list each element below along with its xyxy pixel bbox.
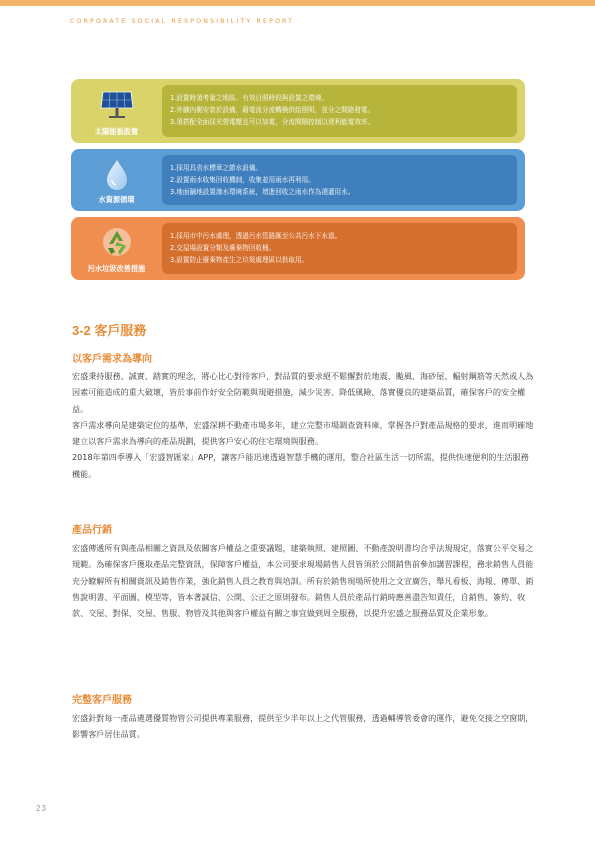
card-item: 2.交屋場設置分類及廢棄物回收桶。 xyxy=(170,244,276,252)
recycle-icon xyxy=(99,224,135,260)
water-drop-icon xyxy=(99,156,135,192)
paragraph: 宏盛秉持服務、誠實、踏實的理念，將心比心對待客戶，對品質的要求絕不鬆懈對於地震、颱風、海砂屋、輻射鋼筋等天然或人為因素可能造成的重大破壞，皆於事前作好安全防範與規避措施，減少災害、降低風險，落實優良的建築品質，確保客戶的安全權益。 xyxy=(72,371,534,414)
solar-card-panel xyxy=(162,85,517,137)
card-item: 1.設置時須考量之地區、有效日照時段與設置之環境。 xyxy=(170,94,328,102)
solar-card-label: 太陽能板設置 xyxy=(94,127,139,136)
card-item: 2.外牆內側安裝於設備，藉電流分流轉換供給照明，並分之間路發電。 xyxy=(170,106,375,114)
customer-service-body xyxy=(72,710,534,743)
waste-card xyxy=(71,217,525,280)
waste-card-label: 污水垃圾改善措施 xyxy=(87,264,146,273)
subheading-customer-needs: 以客戶需求為導向 xyxy=(72,354,152,365)
product-marketing-body xyxy=(72,540,534,621)
section-title: 3-2 客戶服務 xyxy=(72,323,147,338)
paragraph: 客戶需求導向是建築定位的基準，宏盛深耕不動產市場多年，建立完整市場調查資料庫，掌握各戶對產品規格的要求，進而明確地建立以客戶需求為導向的產品規劃，提供客戶安心的住宅環境與服務。 xyxy=(72,419,534,447)
subheading-product-marketing: 產品行銷 xyxy=(72,525,112,536)
water-card-label: 水資源循環 xyxy=(98,195,135,204)
card-item: 1.採用市中污水處理，透過污水管路匯至公共污水下水道。 xyxy=(170,232,342,240)
page-number: 23 xyxy=(36,804,47,813)
card-item: 3.設置防止廢棄物產生之垃圾處理區以供取用。 xyxy=(170,256,309,264)
waste-card-panel xyxy=(162,223,517,274)
solar-card xyxy=(71,79,525,143)
report-header-title: CORPORATE SOCIAL RESPONSIBILITY REPORT xyxy=(70,18,295,25)
paragraph: 2018年第四季導入「宏盛智匯家」APP，讓客戶能迅速透過智慧手機的運用，整合社區生活一切所需，提供快速便利的生活服務機能。 xyxy=(72,452,529,479)
paragraph: 宏盛針對每一產品遴選優質物管公司提供專業服務，提供至少半年以上之代管服務，透過輔導管委會的運作，避免交接之空窗期，影響客戶居住品質。 xyxy=(72,713,534,740)
card-item: 3.須搭配全面採光營電壓且可以加電，分流間隔控制以達利能電效率。 xyxy=(170,118,375,126)
header-stripe xyxy=(0,0,595,6)
customer-needs-body xyxy=(72,368,534,482)
card-item: 1.採用具省水標章之節水設備。 xyxy=(170,164,263,172)
subheading-customer-service: 完整客戶服務 xyxy=(72,695,132,706)
paragraph: 宏盛傳遞所有與產品相關之資訊及依關客戶權益之重要議題，建築執照、建照圖、不動產說明書均合乎法規規定，落實公平交易之規範。為確保客戶獲取產品完整資訊，保障客戶權益，本公司要求現場銷售人員皆須於公開銷售前參加講習課程，務求銷售人員能充分瞭解所有相關資訊及銷售作業，強化銷售人員之教育與培訓。所有於銷售現場所使用之文宣廣告，舉凡看板、海報、傳單、銷售說明書、平面圖、模型等，皆本著誠信、公開、公正之原則發布。銷售人員於產品行銷時應善盡告知責任，自銷售、簽約、收款、交屋、對保、交屋、售服、物管及其他與客戶權益有關之事宜做到周全服務，以提升宏盛之服務品質及企業形象。 xyxy=(72,543,534,619)
water-card xyxy=(71,149,525,211)
solar-panel-icon xyxy=(99,86,135,122)
card-item: 3.地面舖地設置滲水環境系統，增進回收之雨水作為澆灌用水。 xyxy=(170,188,355,196)
card-item: 2.設置雨水收集回收機制，收集並用雨水再利用。 xyxy=(170,176,315,184)
water-card-panel xyxy=(162,155,517,205)
